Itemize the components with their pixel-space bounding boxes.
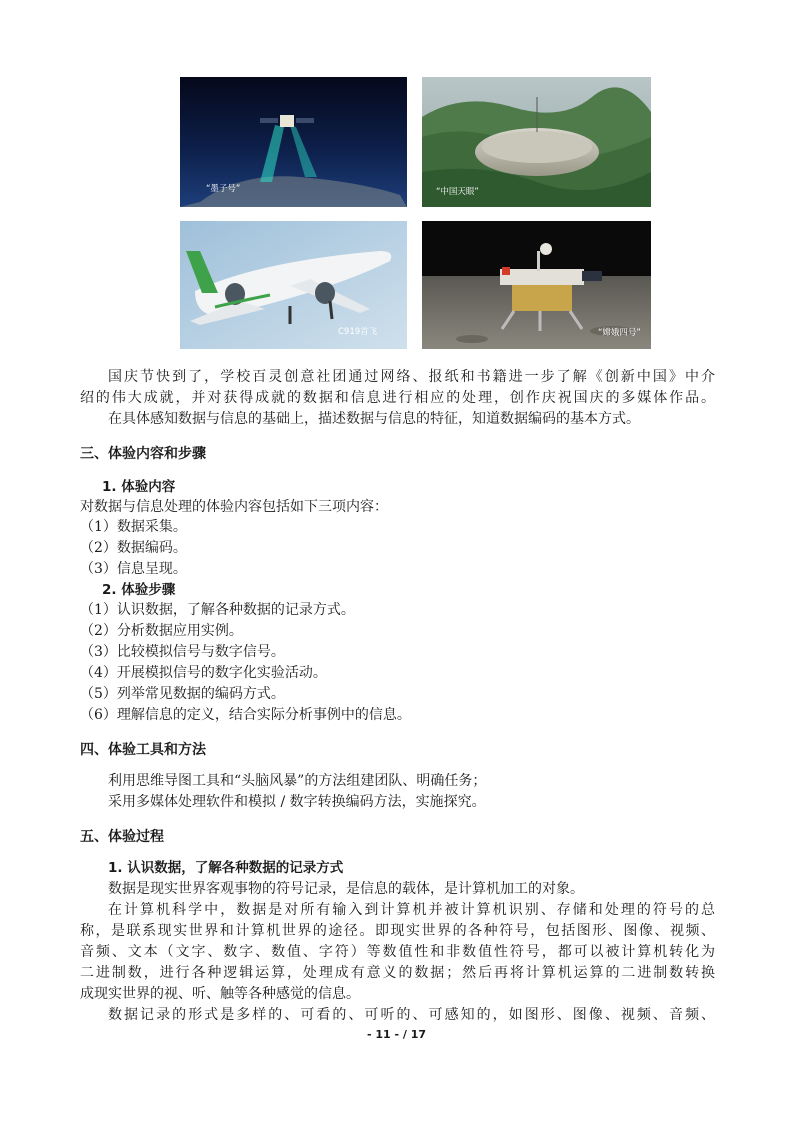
- subsection-heading: 1. 体验内容: [102, 479, 176, 495]
- paragraph: 数据是现实世界客观事物的符号记录，是信息的载体，是计算机加工的对象。: [108, 881, 584, 897]
- paragraph-line: 二进制数，进行各种逻辑运算，处理成有意义的数据；然后再将计算机运算的二进制数转换: [80, 965, 715, 981]
- section-heading: 四、体验工具和方法: [80, 742, 206, 758]
- photo-change4-lander: [422, 221, 651, 349]
- photo-mozi-satellite: [180, 77, 407, 207]
- paragraph: 采用多媒体处理软件和模拟 / 数字转换编码方法，实施探究。: [108, 794, 486, 810]
- intro-paragraph: 在具体感知数据与信息的基础上，描述数据与信息的特征，知道数据编码的基本方式。: [108, 411, 640, 427]
- intro-paragraph-line: 国庆节快到了，学校百灵创意社团通过网络、报纸和书籍进一步了解《创新中国》中介: [108, 369, 715, 385]
- paragraph-line: 在计算机科学中，数据是对所有输入到计算机并被计算机识别、存储和处理的符号的总: [108, 902, 715, 918]
- photo-caption: “嫦娥四号”: [598, 328, 641, 338]
- photo-caption: C919首飞: [338, 327, 378, 337]
- paragraph: 对数据与信息处理的体验内容包括如下三项内容：: [80, 499, 388, 515]
- section-heading: 五、体验过程: [80, 829, 164, 845]
- photo-caption: “中国天眼”: [436, 187, 479, 197]
- list-item: （2）分析数据应用实例。: [80, 623, 243, 639]
- intro-paragraph-line: 绍的伟大成就，并对获得成就的数据和信息进行相应的处理，创作庆祝国庆的多媒体作品。: [80, 390, 715, 406]
- subsection-heading: 1. 认识数据，了解各种数据的记录方式: [108, 860, 344, 876]
- section-heading: 三、体验内容和步骤: [80, 446, 206, 462]
- photo-caption: “墨子号”: [206, 184, 241, 194]
- paragraph-line: 称，是联系现实世界和计算机世界的途径。即现实世界的各种符号，包括图形、图像、视频、: [80, 923, 715, 939]
- paragraph-line: 数据记录的形式是多样的、可看的、可听的、可感知的，如图形、图像、视频、音频、: [108, 1007, 715, 1023]
- paragraph: 利用思维导图工具和“头脑风暴”的方法组建团队、明确任务；: [108, 773, 487, 789]
- page-number: - 11 - / 17: [366, 1028, 427, 1041]
- list-item: （4）开展模拟信号的数字化实验活动。: [80, 665, 327, 681]
- list-item: （1）认识数据，了解各种数据的记录方式。: [80, 602, 355, 618]
- photo-c919-aircraft: [180, 221, 407, 349]
- list-item: （6）理解信息的定义，结合实际分析事例中的信息。: [80, 707, 411, 723]
- paragraph-line: 成现实世界的视、听、触等各种感觉的信息。: [80, 986, 360, 1002]
- list-item: （2）数据编码。: [80, 540, 187, 556]
- list-item: （5）列举常见数据的编码方式。: [80, 686, 285, 702]
- list-item: （3）比较模拟信号与数字信号。: [80, 644, 285, 660]
- subsection-heading: 2. 体验步骤: [102, 582, 176, 598]
- paragraph-line: 音频、文本（文字、数字、数值、字符）等数值性和非数值性符号，都可以被计算机转化为: [80, 944, 715, 960]
- photo-fast-telescope: [422, 77, 651, 207]
- list-item: （3）信息呈现。: [80, 561, 187, 577]
- list-item: （1）数据采集。: [80, 519, 187, 535]
